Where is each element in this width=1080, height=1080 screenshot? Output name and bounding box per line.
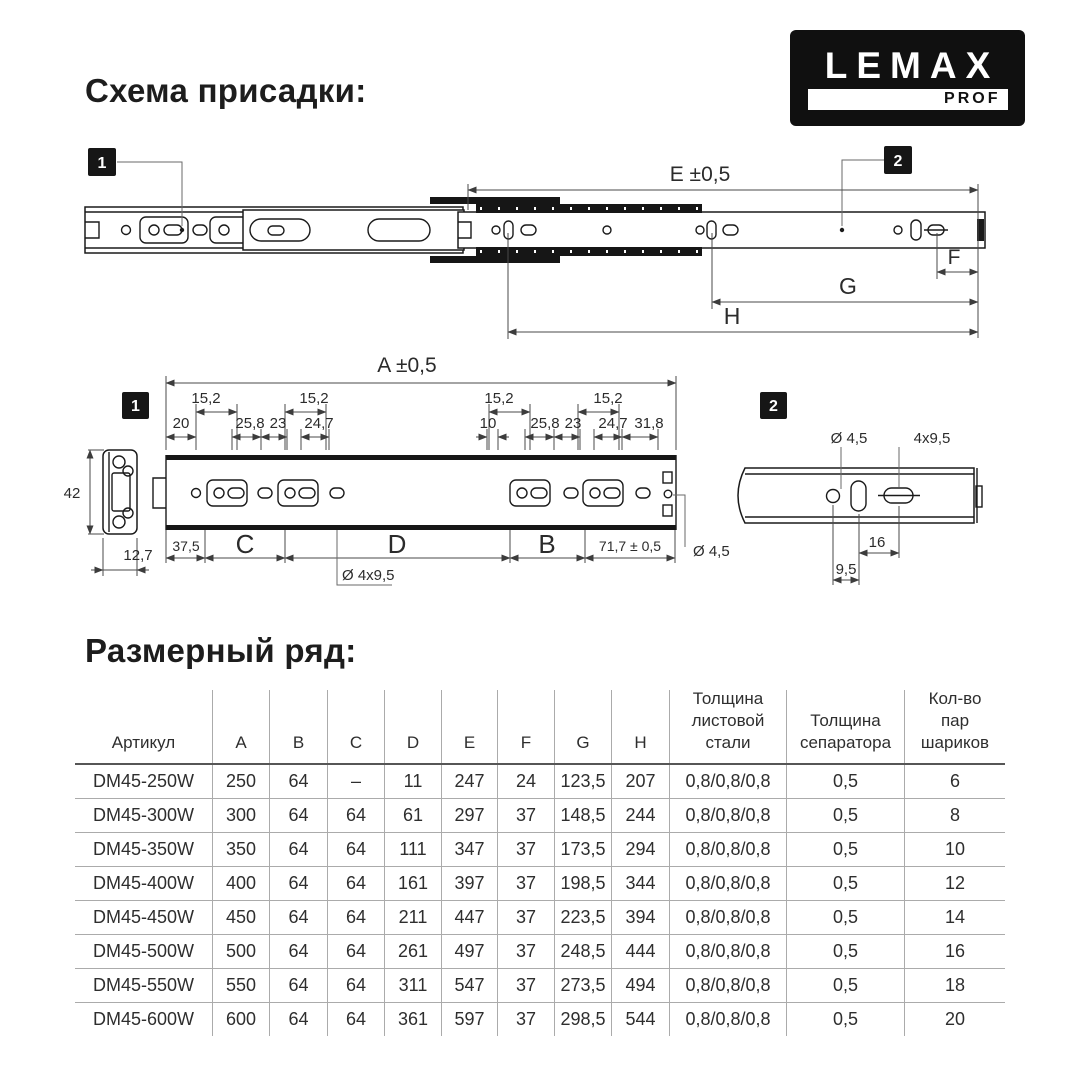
value-cell: 37 [498,901,555,934]
value-cell: 397 [442,867,498,900]
value-cell: 14 [944,907,966,927]
detail2-drawing [738,468,982,523]
dim-label: 15,2 [191,390,221,407]
value-cell: 16 [944,941,966,961]
dim-label: 16 [868,534,886,551]
value-cell: 344 [612,867,670,900]
dim-label: 9,5 [835,561,857,578]
value-cell: 547 [442,969,498,1002]
value-cell: 223,5 [555,901,612,934]
article-cell: DM45-450W [75,901,213,934]
value-cell: 11 [385,765,442,798]
value-cell: 0,8/0,8/0,8 [670,901,787,934]
table-header-cell: A [213,690,270,763]
dim-label: 23 [564,415,582,432]
value-cell: 37 [498,969,555,1002]
value-cell: – [328,765,385,798]
dim-label: 24,7 [304,415,334,432]
value-cell: 37 [498,935,555,968]
value-cell: 24 [498,765,555,798]
value-cell: 248,5 [555,935,612,968]
value-cell: 297 [442,799,498,832]
table-header-row [75,690,1005,765]
marker-label: 2 [769,398,778,415]
dim-label-dia: Ø 4,5 [830,430,868,447]
value-cell: 64 [328,901,385,934]
value-cell: 497 [442,935,498,968]
dim-label-h: H [723,303,741,329]
value-cell: 0,5 [787,765,905,798]
table-header-cell: E [442,690,498,763]
value-cell: 250 [213,765,270,798]
value-cell: 64 [328,1003,385,1036]
value-cell: 494 [612,969,670,1002]
value-cell: 37 [498,799,555,832]
marker-label: 1 [97,155,107,172]
value-cell: 444 [612,935,670,968]
value-cell: 0,5 [787,901,905,934]
dim-label: 25,8 [235,415,265,432]
value-cell: 0,8/0,8/0,8 [670,799,787,832]
value-cell: 18 [944,975,966,995]
article-cell: DM45-400W [75,867,213,900]
value-cell: 300 [213,799,270,832]
table-header-cell: B [270,690,328,763]
dim-label-b: B [538,529,556,559]
table-header-cell: Толщина сепаратора [787,690,905,763]
dim-label-f: F [947,246,961,269]
dim-label: 20 [172,415,190,432]
value-cell: 64 [270,901,328,934]
value-cell: 111 [385,833,442,866]
table-row [75,833,1005,867]
dim-label-12-7: 12,7 [123,547,153,564]
value-cell: 64 [328,969,385,1002]
value-cell: 10 [944,839,966,859]
table-header-cell: F [498,690,555,763]
value-cell: 0,5 [787,969,905,1002]
value-cell: 64 [328,867,385,900]
value-cell: 64 [270,833,328,866]
value-cell: 244 [612,799,670,832]
marker-2-detail [760,392,787,419]
value-cell: 394 [612,901,670,934]
value-cell: 0,8/0,8/0,8 [670,765,787,798]
logo-brand-text: LEMAX [824,44,1000,86]
table-header-cell: D [385,690,442,763]
article-cell: DM45-350W [75,833,213,866]
dim-label-g: G [839,273,857,299]
dim-label-c: C [235,529,255,559]
value-cell: 0,8/0,8/0,8 [670,867,787,900]
dim-label: 15,2 [484,390,514,407]
dim-label: 15,2 [593,390,623,407]
article-cell: DM45-500W [75,935,213,968]
value-cell: 64 [328,935,385,968]
value-cell: 298,5 [555,1003,612,1036]
value-cell: 597 [442,1003,498,1036]
table-header-cell: H [612,690,670,763]
table-body [75,765,1005,1036]
dim-label: 71,7 ± 0,5 [598,538,662,554]
cross-section-drawing [64,450,153,576]
value-cell: 347 [442,833,498,866]
dim-label-dia: Ø 4,5 [693,543,730,560]
table-header-cell: C [328,690,385,763]
table-header-cell: Кол-во пар шариков [920,688,990,752]
dim-label-a: A ±0,5 [377,354,437,377]
brand-logo [790,30,1025,126]
dim-label: 37,5 [172,538,200,554]
page-title-sizes: Размерный ряд: [85,632,357,669]
value-cell: 361 [385,1003,442,1036]
article-cell: DM45-550W [75,969,213,1002]
dim-label: 25,8 [530,415,560,432]
value-cell: 12 [944,873,966,893]
technical-drawing [0,130,1080,620]
table-row [75,901,1005,935]
top-slide-drawing [85,197,985,263]
value-cell: 0,8/0,8/0,8 [670,1003,787,1036]
value-cell: 400 [213,867,270,900]
dim-label: 31,8 [634,415,664,432]
size-table [75,690,1005,1036]
value-cell: 0,5 [787,1003,905,1036]
dim-label-e: E ±0,5 [669,163,731,186]
table-row [75,765,1005,799]
value-cell: 294 [612,833,670,866]
value-cell: 123,5 [555,765,612,798]
logo-sub-text: PROF [944,90,1001,107]
table-header-cell: G [555,690,612,763]
value-cell: 447 [442,901,498,934]
dim-label: 15,2 [299,390,329,407]
value-cell: 350 [213,833,270,866]
value-cell: 500 [213,935,270,968]
table-row [75,935,1005,969]
value-cell: 550 [213,969,270,1002]
value-cell: 211 [385,901,442,934]
value-cell: 0,5 [787,867,905,900]
value-cell: 37 [498,867,555,900]
table-header-cell: Толщина листовой стали [670,690,787,763]
value-cell: 64 [270,867,328,900]
article-cell: DM45-250W [75,765,213,798]
value-cell: 273,5 [555,969,612,1002]
value-cell: 247 [442,765,498,798]
value-cell: 61 [385,799,442,832]
table-header-cell: Артикул [75,690,213,763]
dim-label: 10 [479,415,497,432]
table-row [75,1003,1005,1036]
value-cell: 0,8/0,8/0,8 [670,833,787,866]
table-row [75,969,1005,1003]
page-title-scheme: Схема присадки: [85,72,367,109]
value-cell: 64 [270,969,328,1002]
value-cell: 148,5 [555,799,612,832]
value-cell: 64 [270,1003,328,1036]
table-row [75,799,1005,833]
dim-label-42: 42 [63,485,81,502]
table-row [75,867,1005,901]
marker-label: 2 [893,153,903,170]
value-cell: 600 [213,1003,270,1036]
marker-label: 1 [131,398,140,415]
value-cell: 37 [498,833,555,866]
value-cell: 6 [949,771,960,791]
value-cell: 161 [385,867,442,900]
value-cell: 64 [328,833,385,866]
logo-bar [808,89,1008,110]
value-cell: 64 [270,799,328,832]
marker-1-detail [122,392,149,419]
value-cell: 198,5 [555,867,612,900]
dim-label-slot: Ø 4x9,5 [342,567,395,584]
value-cell: 0,8/0,8/0,8 [670,935,787,968]
value-cell: 64 [270,935,328,968]
dim-label: 23 [269,415,287,432]
value-cell: 173,5 [555,833,612,866]
article-cell: DM45-600W [75,1003,213,1036]
value-cell: 64 [270,765,328,798]
value-cell: 64 [328,799,385,832]
value-cell: 0,5 [787,935,905,968]
detail1-drawing [153,455,676,530]
dim-label-slot: 4x9,5 [913,430,951,447]
dim-label: 24,7 [598,415,628,432]
value-cell: 207 [612,765,670,798]
value-cell: 0,5 [787,833,905,866]
value-cell: 544 [612,1003,670,1036]
value-cell: 0,8/0,8/0,8 [670,969,787,1002]
value-cell: 261 [385,935,442,968]
article-cell: DM45-300W [75,799,213,832]
value-cell: 0,5 [787,799,905,832]
value-cell: 37 [498,1003,555,1036]
value-cell: 8 [949,805,960,825]
value-cell: 450 [213,901,270,934]
dim-label-d: D [387,529,407,559]
value-cell: 20 [944,1009,966,1029]
value-cell: 311 [385,969,442,1002]
